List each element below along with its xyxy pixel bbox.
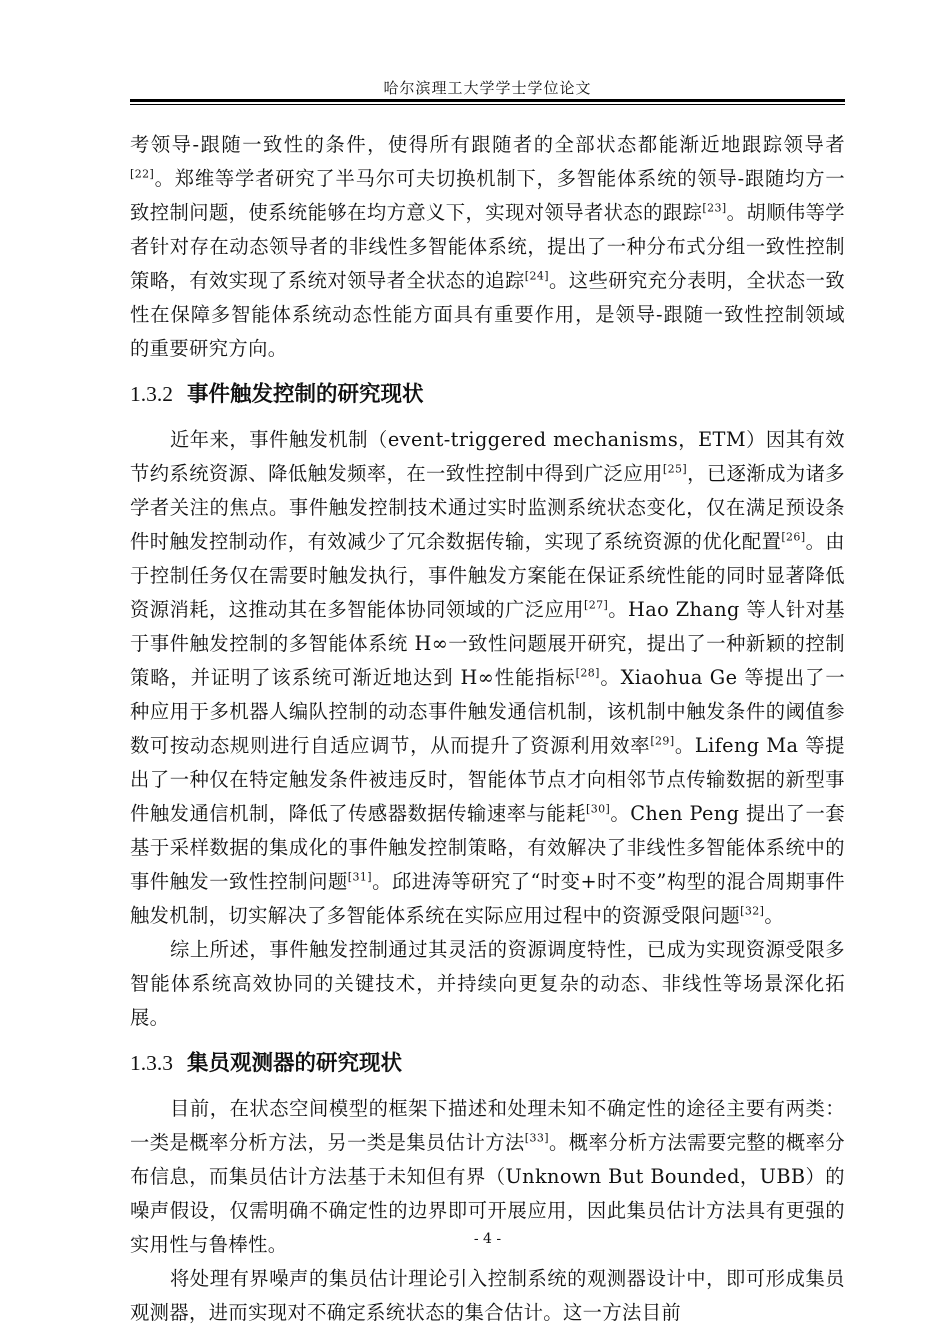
header-rule-thick [130, 99, 845, 102]
citation: [33] [524, 1131, 549, 1145]
citation: [26] [781, 530, 806, 544]
citation: [32] [740, 904, 765, 918]
section-title: 事件触发控制的研究现状 [187, 382, 424, 407]
citation: [23] [702, 201, 727, 215]
paragraph-event-triggered: 近年来，事件触发机制（event-triggered mechanisms，ETM）因其有效节约系统资源、降低触发频率，在一致性控制中得到广泛应用[25]，已逐渐成为诸多学者关注的焦点。事件触发控制技术通过实时监测系统状态变化，仅在满足预设条件时触发控制动作，有效减少了冗余数据传输，实现了系统资源的优化配置[26]。由于控制任务仅在需要时触发执行，事件触发方案能在保证系统性能的同时显著降低资源消耗，这推动其在多智能体协同领域的广泛应用[27]。Hao Zhang 等人针对基于事件触发控制的多智能体系统 H∞一致性问题展开研究，提出了一种新颖的控制策略，并证明了该系统可渐近地达到 H∞性能指标[28]。Xiaohua Ge 等提出了一种应用于多机器人编队控制的动态事件触发通信机制，该机制中触发条件的阈值参数可按动态规则进行自适应调节，从而提升了资源利用效率[29]。Lifeng Ma 等提出了一种仅在特定触发条件被违反时，智能体节点才向相邻节点传输数据的新型事件触发通信机制，降低了传感器数据传输速率与能耗[30]。Chen Peng 提出了一套基于采样数据的集成化的事件触发控制策略，有效解决了非线性多智能体系统中的事件触发一致性控制问题[31]。邱进涛等研究了“时变+时不变”构型的混合周期事件触发机制，切实解决了多智能体系统在实际应用过程中的资源受限问题[32]。 [130, 428, 846, 927]
citation: [30] [586, 802, 611, 816]
section-heading-1-3-2 [130, 366, 845, 423]
header-rule-thin [130, 104, 845, 105]
citation: [27] [584, 598, 609, 612]
section-heading-1-3-3 [130, 1035, 845, 1092]
citation: [22] [130, 167, 155, 181]
citation: [28] [575, 666, 600, 680]
paragraph-leader-follower: 考领导-跟随一致性的条件，使得所有跟随者的全部状态都能渐近地跟踪领导者[22]。郑维等学者研究了半马尔可夫切换机制下，多智能体系统的领导-跟随均方一致控制问题，使系统能够在均方意义下，实现对领导者状态的跟踪[23]。胡顺伟等学者针对存在动态领导者的非线性多智能体系统，提出了一种分布式分组一致性控制策略，有效实现了系统对领导者全状态的追踪[24]。这些研究充分表明，全状态一致性在保障多智能体系统动态性能方面具有重要作用，是领导-跟随一致性控制领域的重要研究方向。 [130, 133, 845, 360]
citation: [24] [524, 269, 549, 283]
citation: [31] [347, 870, 372, 884]
paragraph-observer: 将处理有界噪声的集员估计理论引入控制系统的观测器设计中，即可形成集员观测器，进而实现对不确定系统状态的集合估计。这一方法目前 [130, 1267, 845, 1324]
section-number: 1.3.2 [130, 382, 173, 406]
citation: [25] [662, 462, 688, 476]
citation: [29] [650, 734, 675, 748]
running-header: 哈尔滨理工大学学士学位论文 [383, 79, 592, 97]
section-title: 集员观测器的研究现状 [187, 1051, 403, 1076]
paragraph-summary: 综上所述，事件触发控制通过其灵活的资源调度特性，已成为实现资源受限多智能体系统高效协同的关键技术，并持续向更复杂的动态、非线性等场景深化拓展。 [130, 938, 845, 1029]
page-body [130, 128, 845, 1330]
page-number: - 4 - [473, 1231, 502, 1247]
section-number: 1.3.3 [130, 1051, 173, 1075]
paragraph-set-membership: 目前，在状态空间模型的框架下描述和处理未知不确定性的途径主要有两类：一类是概率分析方法，另一类是集员估计方法[33]。概率分析方法需要完整的概率分布信息，而集员估计方法基于未知但有界（Unknown But Bounded，UBB）的噪声假设，仅需明确不确定性的边界即可开展应用，因此集员估计方法具有更强的实用性与鲁棒性。 [130, 1097, 845, 1256]
